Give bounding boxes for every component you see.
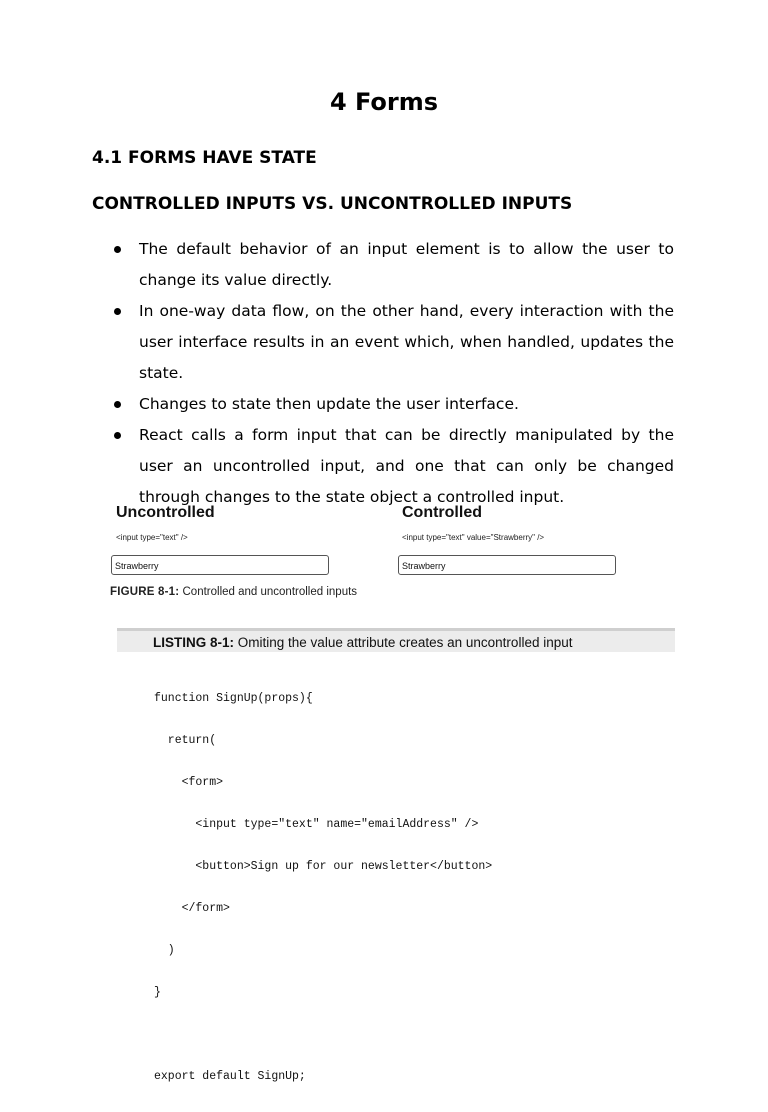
bullet-text: In one-way data flow, on the other hand, every interaction with the user interface results in an event which, when handled, updates the state. <box>139 302 674 382</box>
code-line: } <box>154 986 161 999</box>
code-line: ) <box>154 944 175 957</box>
bullet-item <box>92 389 674 420</box>
bullet-icon <box>114 432 121 439</box>
uncontrolled-input-image: Strawberry <box>111 555 329 575</box>
code-line: <button>Sign up for our newsletter</button> <box>154 860 493 873</box>
page-title: 4 Forms <box>329 88 439 116</box>
bullet-item <box>92 420 674 513</box>
listing-header <box>117 628 675 652</box>
figure-caption-text: Controlled and uncontrolled inputs <box>182 586 358 598</box>
code-line: export default SignUp; <box>154 1070 306 1083</box>
bullet-list <box>92 234 674 513</box>
bullet-icon <box>114 308 121 315</box>
bullet-icon <box>114 401 121 408</box>
bullet-item <box>92 234 674 296</box>
bullet-text: React calls a form input that can be directly manipulated by the user an uncontrolled input, and one that can only be changed through changes to the state object a controlled input. <box>139 426 674 506</box>
uncontrolled-title: Uncontrolled <box>116 504 215 521</box>
section-heading: 4.1 FORMS HAVE STATE <box>92 148 317 168</box>
bullet-text: Changes to state then update the user interface. <box>139 395 519 413</box>
code-line <box>154 1028 675 1042</box>
uncontrolled-code: <input type="text" /> <box>116 533 188 542</box>
code-line: function SignUp(props){ <box>154 692 313 705</box>
figure-caption <box>110 586 357 598</box>
bullet-text: The default behavior of an input element is to allow the user to change its value directly. <box>139 240 674 289</box>
bullet-item <box>92 296 674 389</box>
controlled-code: <input type="text" value="Strawberry" /> <box>402 533 545 542</box>
subsection-heading: CONTROLLED INPUTS VS. UNCONTROLLED INPUTS <box>92 194 573 214</box>
code-line: <form> <box>154 776 224 789</box>
listing-title: Omiting the value attribute creates an uncontrolled input <box>237 635 573 650</box>
controlled-input-image: Strawberry <box>398 555 616 575</box>
controlled-title: Controlled <box>402 504 482 521</box>
code-line: <input type="text" name="emailAddress" /> <box>154 818 479 831</box>
code-line: return( <box>154 734 217 747</box>
figure-caption-label: FIGURE 8-1: <box>110 586 180 598</box>
code-block <box>154 664 675 1112</box>
listing-label: LISTING 8-1: <box>153 635 235 650</box>
code-listing <box>117 628 675 1083</box>
code-line: </form> <box>154 902 230 915</box>
bullet-icon <box>114 246 121 253</box>
